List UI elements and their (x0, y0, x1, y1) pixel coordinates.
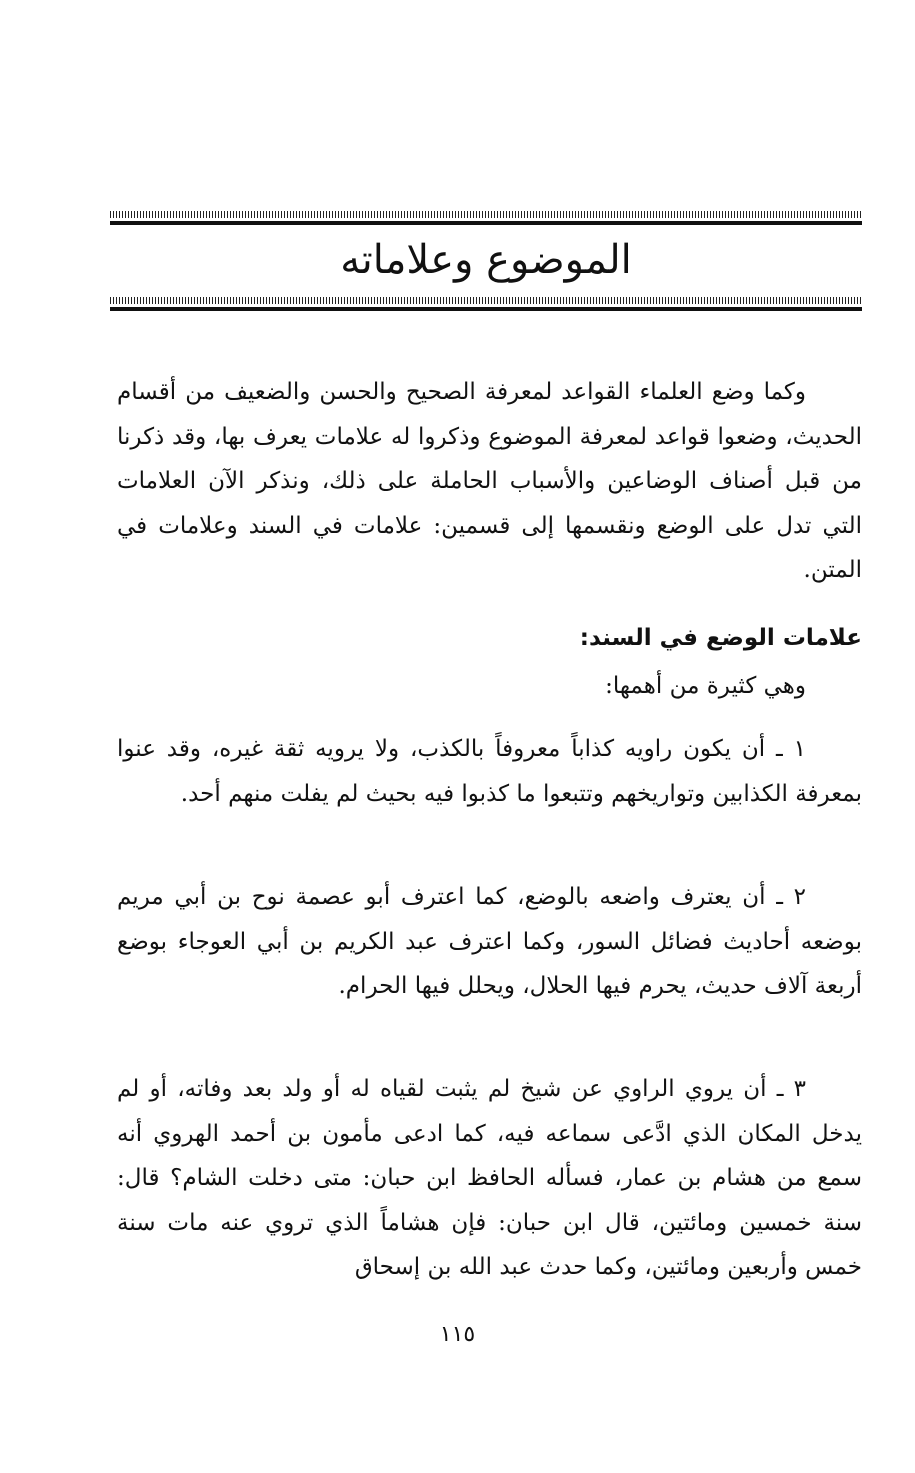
intro-paragraph (117, 370, 862, 593)
section-heading: علامات الوضع في السند: (579, 625, 862, 651)
page-number: ١١٥ (439, 1322, 476, 1347)
chapter-title: الموضوع وعلاماته (340, 237, 632, 283)
list-item-text: ٢ ـ أن يعترف واضعه بالوضع، كما اعترف أبو عصمة نوح بن أبي مريم بوضعه أحاديث فضائل السور، وكما اعترف عبد الكريم بن أبي العوجاء بوضع أربعة آلاف حديث، يحرم فيها الحلال، ويحلل فيها الحرام. (117, 884, 862, 999)
title-top-rule (110, 211, 862, 225)
list-item-text: ٣ ـ أن يروي الراوي عن شيخ لم يثبت لقياه له أو ولد بعد وفاته، أو لم يدخل المكان الذي ادَّعى سماعه فيه، كما ادعى مأمون بن أحمد الهروي أنه سمع من هشام بن عمار، فسأله الحافظ ابن حبان: متى دخلت الشام؟ قال: سنة خمسين ومائتين، قال ابن حبان: فإن هشاماً الذي تروي عنه مات سنة خمس وأربعين ومائتين، وكما حدث عبد الله بن إسحاق (117, 1076, 862, 1280)
intro-text: وكما وضع العلماء القواعد لمعرفة الصحيح والحسن والضعيف من أقسام الحديث، وضعوا قواعد لمعرفة الموضوع وذكروا له علامات يعرف بها، وقد ذكرنا من قبل أصناف الوضاعين والأسباب الحاملة على ذلك، ونذكر الآن العلامات التي تدل على الوضع ونقسمها إلى قسمين: علامات في السند وعلامات في المتن. (117, 379, 862, 583)
title-bottom-rule (110, 297, 862, 311)
list-item (117, 727, 862, 816)
list-item (117, 1067, 862, 1290)
section-intro-text: وهي كثيرة من أهمها: (605, 673, 806, 699)
section-intro (117, 664, 862, 709)
list-item-text: ١ ـ أن يكون راويه كذاباً معروفاً بالكذب، ولا يرويه ثقة غيره، وقد عنوا بمعرفة الكذابين وتواريخهم وتتبعوا ما كذبوا فيه بحيث لم يفلت منهم أحد. (117, 736, 862, 807)
list-item (117, 875, 862, 1009)
